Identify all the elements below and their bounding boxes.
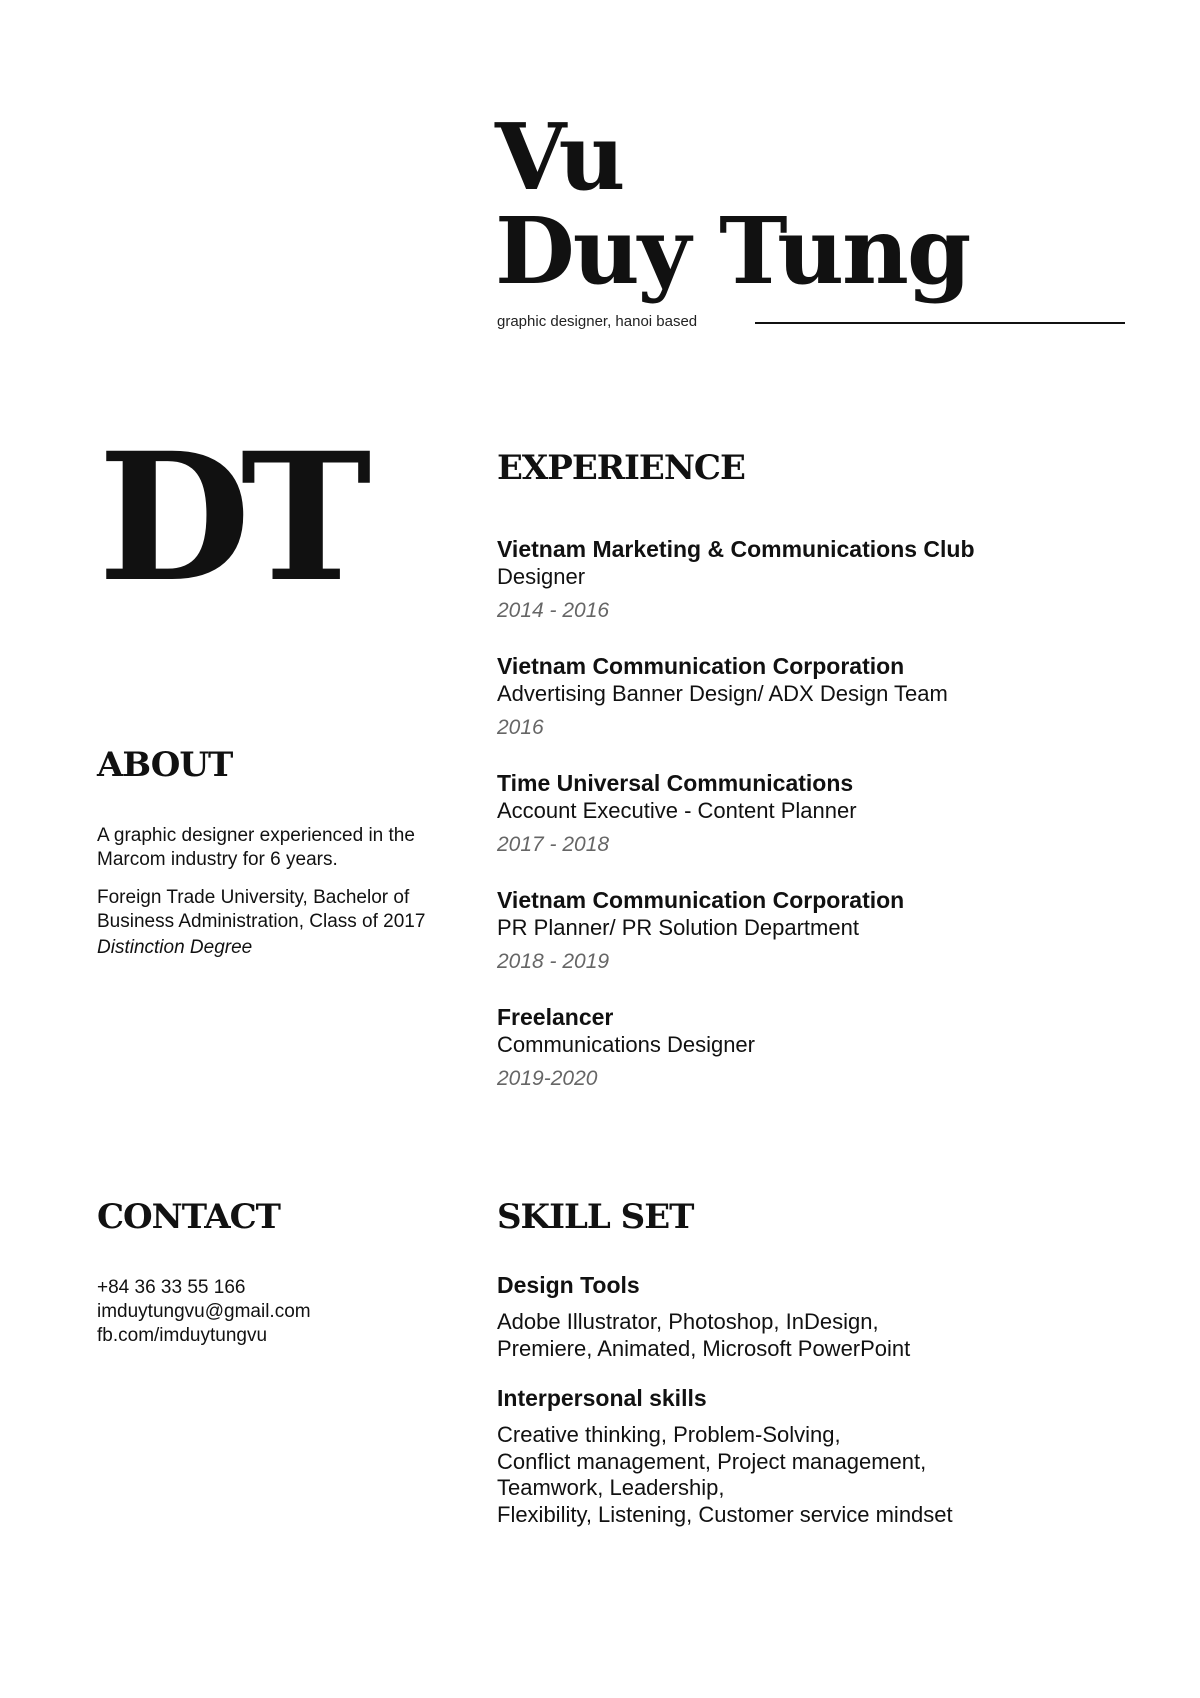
skill-line: Teamwork, Leadership, — [497, 1475, 725, 1500]
skills-heading: SKILL SET — [497, 1197, 694, 1237]
contact-section — [97, 1276, 311, 1348]
about-heading: ABOUT — [97, 745, 233, 785]
experience-company: Vietnam Communication Corporation — [497, 887, 905, 913]
skill-line: Conflict management, Project management, — [497, 1448, 927, 1474]
experience-heading: EXPERIENCE — [497, 448, 745, 488]
resume-name — [495, 103, 970, 305]
skill-group — [497, 1271, 1137, 1362]
experience-item — [497, 887, 1137, 975]
experience-item — [497, 653, 1137, 741]
skill-line: Adobe Illustrator, Photoshop, InDesign, — [497, 1309, 879, 1334]
contact-facebook[interactable]: fb.com/imduytungvu — [97, 1325, 268, 1346]
experience-role: Advertising Banner Design/ ADX Design Team — [497, 681, 948, 706]
experience-list — [497, 536, 1137, 1121]
experience-period: 2019-2020 — [497, 1067, 598, 1090]
about-education: Foreign Trade University, Bachelor of Business Administration, Class of 2017 — [97, 887, 426, 932]
experience-item — [497, 536, 1137, 624]
last-name: Duy Tung — [495, 197, 970, 305]
monogram: DT — [98, 414, 362, 621]
experience-item — [497, 770, 1137, 858]
skill-group — [497, 1384, 1137, 1528]
skill-group-title: Interpersonal skills — [497, 1385, 707, 1411]
experience-company: Time Universal Communications — [497, 770, 854, 796]
experience-item — [497, 1004, 1137, 1092]
contact-heading: CONTACT — [97, 1197, 280, 1237]
experience-company: Vietnam Communication Corporation — [497, 653, 905, 679]
about-summary: A graphic designer experienced in the Marcom industry for 6 years. — [97, 825, 415, 870]
skill-line: Flexibility, Listening, Customer service mindset — [497, 1501, 953, 1527]
experience-role: Communications Designer — [497, 1032, 755, 1057]
experience-role: Designer — [497, 564, 586, 589]
experience-period: 2018 - 2019 — [497, 950, 610, 973]
experience-period: 2016 — [497, 716, 544, 739]
skill-line: Creative thinking, Problem-Solving, — [497, 1422, 841, 1447]
skill-line: Premiere, Animated, Microsoft PowerPoint — [497, 1335, 911, 1361]
tagline-divider — [755, 322, 1125, 324]
about-section — [97, 824, 427, 974]
about-distinction: Distinction Degree — [97, 937, 253, 958]
experience-company: Vietnam Marketing & Communications Club — [497, 536, 975, 562]
experience-period: 2017 - 2018 — [497, 833, 610, 856]
skill-group-title: Design Tools — [497, 1272, 640, 1298]
contact-phone: +84 36 33 55 166 — [97, 1277, 246, 1298]
experience-role: Account Executive - Content Planner — [497, 798, 857, 823]
experience-period: 2014 - 2016 — [497, 599, 610, 622]
experience-role: PR Planner/ PR Solution Department — [497, 915, 859, 940]
contact-email[interactable]: imduytungvu@gmail.com — [97, 1301, 311, 1322]
first-name: Vu — [495, 103, 624, 211]
skills-section — [497, 1271, 1137, 1550]
experience-company: Freelancer — [497, 1004, 614, 1030]
tagline: graphic designer, hanoi based — [497, 313, 698, 330]
